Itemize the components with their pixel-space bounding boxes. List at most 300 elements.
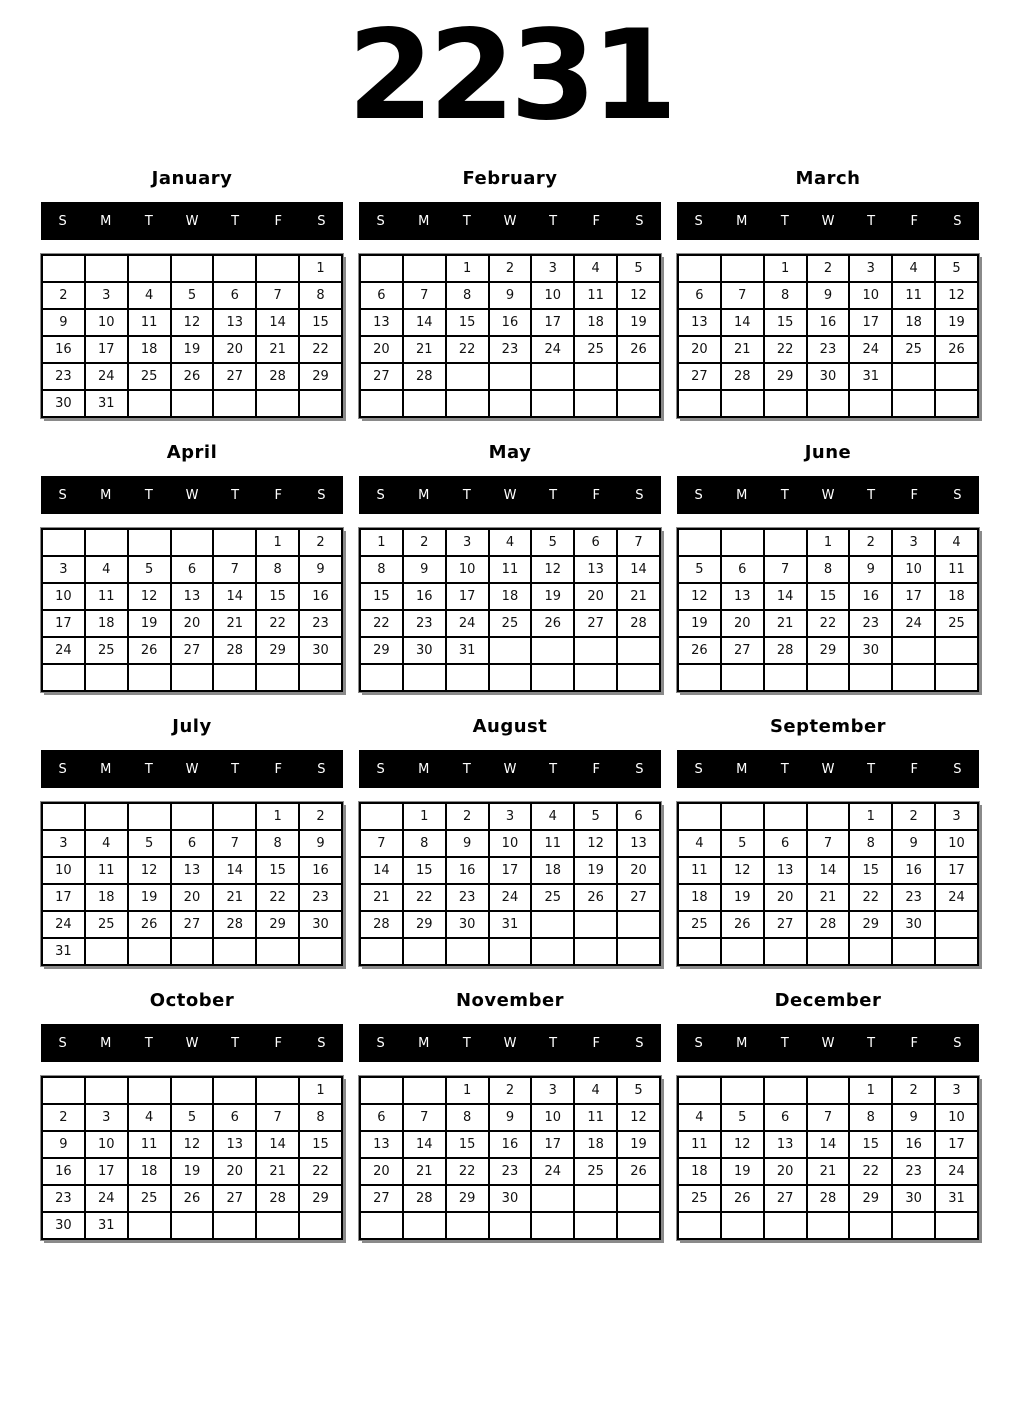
empty-day-cell bbox=[892, 363, 935, 390]
month-title: June bbox=[804, 442, 852, 463]
day-cell: 27 bbox=[360, 1185, 403, 1212]
day-cell: 13 bbox=[574, 556, 617, 583]
empty-day-cell bbox=[42, 803, 85, 830]
day-cell: 21 bbox=[256, 336, 299, 363]
day-cell: 2 bbox=[403, 529, 446, 556]
day-cell: 16 bbox=[299, 857, 342, 884]
empty-day-cell bbox=[403, 1212, 446, 1239]
day-cell: 23 bbox=[489, 1158, 532, 1185]
weekday-label: S bbox=[58, 213, 67, 229]
day-cell: 24 bbox=[85, 1185, 128, 1212]
month-august bbox=[359, 716, 661, 966]
month-table bbox=[41, 1076, 343, 1240]
month-march bbox=[677, 168, 979, 418]
weekday-label: T bbox=[867, 761, 876, 777]
empty-day-cell bbox=[256, 1077, 299, 1104]
day-cell: 18 bbox=[531, 857, 574, 884]
month-title: May bbox=[488, 442, 532, 463]
weekday-label: M bbox=[418, 487, 430, 503]
day-cell: 17 bbox=[85, 336, 128, 363]
day-cell: 12 bbox=[617, 1104, 660, 1131]
weekday-header-row bbox=[41, 202, 343, 240]
weekday-label: M bbox=[736, 487, 748, 503]
weekday-label: S bbox=[376, 487, 385, 503]
day-cell: 21 bbox=[256, 1158, 299, 1185]
day-cell: 25 bbox=[892, 336, 935, 363]
weekday-label: W bbox=[185, 487, 199, 503]
week-row bbox=[360, 583, 660, 610]
day-cell: 9 bbox=[446, 830, 489, 857]
day-cell: 12 bbox=[128, 857, 171, 884]
week-row bbox=[678, 556, 978, 583]
week-row bbox=[360, 556, 660, 583]
day-cell: 26 bbox=[617, 336, 660, 363]
empty-day-cell bbox=[403, 390, 446, 417]
day-cell: 27 bbox=[213, 1185, 256, 1212]
year-calendar-page bbox=[0, 4, 1020, 1240]
day-cell: 19 bbox=[721, 1158, 764, 1185]
weekday-header-row bbox=[41, 476, 343, 514]
month-title: January bbox=[151, 168, 233, 189]
empty-day-cell bbox=[721, 255, 764, 282]
day-cell: 16 bbox=[42, 336, 85, 363]
day-cell: 3 bbox=[446, 529, 489, 556]
empty-day-cell bbox=[128, 1212, 171, 1239]
day-cell: 25 bbox=[85, 911, 128, 938]
day-cell: 11 bbox=[128, 309, 171, 336]
week-row bbox=[678, 911, 978, 938]
week-row bbox=[678, 529, 978, 556]
day-cell: 20 bbox=[213, 1158, 256, 1185]
month-title: September bbox=[769, 716, 887, 737]
day-cell: 21 bbox=[617, 583, 660, 610]
day-cell: 26 bbox=[171, 1185, 214, 1212]
day-cell: 30 bbox=[446, 911, 489, 938]
week-row bbox=[678, 938, 978, 965]
day-cell: 1 bbox=[299, 1077, 342, 1104]
months-grid bbox=[41, 168, 979, 1240]
day-cell: 17 bbox=[42, 884, 85, 911]
day-cell: 6 bbox=[764, 830, 807, 857]
weekday-label: F bbox=[274, 487, 283, 503]
day-cell: 12 bbox=[531, 556, 574, 583]
day-cell: 4 bbox=[489, 529, 532, 556]
week-row bbox=[360, 938, 660, 965]
day-cell: 30 bbox=[892, 911, 935, 938]
day-cell: 24 bbox=[892, 610, 935, 637]
day-cell: 7 bbox=[807, 1104, 850, 1131]
day-cell: 4 bbox=[128, 1104, 171, 1131]
day-cell: 2 bbox=[892, 1077, 935, 1104]
weekday-label: S bbox=[376, 213, 385, 229]
empty-day-cell bbox=[171, 255, 214, 282]
week-row bbox=[360, 637, 660, 664]
day-cell: 17 bbox=[892, 583, 935, 610]
empty-day-cell bbox=[446, 664, 489, 691]
empty-day-cell bbox=[849, 664, 892, 691]
month-table bbox=[359, 802, 661, 966]
day-cell: 25 bbox=[678, 1185, 721, 1212]
day-cell: 17 bbox=[489, 857, 532, 884]
month-title: October bbox=[149, 990, 235, 1011]
day-cell: 16 bbox=[446, 857, 489, 884]
day-cell: 6 bbox=[360, 282, 403, 309]
day-cell: 22 bbox=[403, 884, 446, 911]
empty-day-cell bbox=[299, 1212, 342, 1239]
day-cell: 8 bbox=[446, 282, 489, 309]
empty-day-cell bbox=[85, 255, 128, 282]
weekday-label: T bbox=[867, 1035, 876, 1051]
week-row bbox=[360, 282, 660, 309]
day-cell: 12 bbox=[171, 309, 214, 336]
day-cell: 25 bbox=[128, 363, 171, 390]
day-cell: 19 bbox=[171, 336, 214, 363]
empty-day-cell bbox=[360, 664, 403, 691]
empty-day-cell bbox=[128, 1077, 171, 1104]
day-cell: 23 bbox=[403, 610, 446, 637]
weekday-label: W bbox=[185, 213, 199, 229]
week-row bbox=[360, 884, 660, 911]
empty-day-cell bbox=[721, 1077, 764, 1104]
week-row bbox=[42, 556, 342, 583]
day-cell: 5 bbox=[574, 803, 617, 830]
day-cell: 26 bbox=[531, 610, 574, 637]
empty-day-cell bbox=[935, 938, 978, 965]
empty-day-cell bbox=[128, 255, 171, 282]
week-row bbox=[42, 830, 342, 857]
week-row bbox=[42, 938, 342, 965]
day-cell: 13 bbox=[171, 857, 214, 884]
empty-day-cell bbox=[935, 1212, 978, 1239]
day-cell: 23 bbox=[42, 1185, 85, 1212]
day-cell: 4 bbox=[678, 1104, 721, 1131]
day-cell: 2 bbox=[446, 803, 489, 830]
day-cell: 10 bbox=[892, 556, 935, 583]
weekday-label: M bbox=[736, 761, 748, 777]
week-row bbox=[42, 1104, 342, 1131]
week-row bbox=[360, 1212, 660, 1239]
day-cell: 10 bbox=[42, 583, 85, 610]
empty-day-cell bbox=[489, 664, 532, 691]
day-cell: 20 bbox=[617, 857, 660, 884]
day-cell: 25 bbox=[128, 1185, 171, 1212]
week-row bbox=[678, 1158, 978, 1185]
weekday-label: S bbox=[635, 1035, 644, 1051]
empty-day-cell bbox=[360, 803, 403, 830]
week-row bbox=[42, 255, 342, 282]
weekday-label: T bbox=[462, 487, 471, 503]
day-cell: 7 bbox=[256, 282, 299, 309]
empty-day-cell bbox=[807, 390, 850, 417]
day-cell: 11 bbox=[574, 1104, 617, 1131]
weekday-label: S bbox=[953, 487, 962, 503]
month-february bbox=[359, 168, 661, 418]
weekday-label: M bbox=[100, 761, 112, 777]
month-july bbox=[41, 716, 343, 966]
day-cell: 19 bbox=[171, 1158, 214, 1185]
day-cell: 5 bbox=[531, 529, 574, 556]
day-cell: 1 bbox=[256, 529, 299, 556]
empty-day-cell bbox=[574, 1212, 617, 1239]
empty-day-cell bbox=[617, 363, 660, 390]
weekday-label: F bbox=[274, 761, 283, 777]
weekday-label: W bbox=[821, 761, 835, 777]
day-cell: 22 bbox=[256, 610, 299, 637]
month-title: February bbox=[462, 168, 558, 189]
day-cell: 14 bbox=[256, 1131, 299, 1158]
day-cell: 23 bbox=[446, 884, 489, 911]
weekday-label: W bbox=[503, 761, 517, 777]
day-cell: 16 bbox=[489, 309, 532, 336]
day-cell: 9 bbox=[849, 556, 892, 583]
month-may bbox=[359, 442, 661, 692]
week-row bbox=[360, 1131, 660, 1158]
empty-day-cell bbox=[678, 390, 721, 417]
day-cell: 29 bbox=[764, 363, 807, 390]
day-cell: 29 bbox=[849, 911, 892, 938]
month-title: November bbox=[455, 990, 565, 1011]
weekday-label: M bbox=[418, 1035, 430, 1051]
day-cell: 4 bbox=[892, 255, 935, 282]
day-cell: 13 bbox=[721, 583, 764, 610]
day-cell: 17 bbox=[85, 1158, 128, 1185]
week-row bbox=[42, 529, 342, 556]
day-cell: 31 bbox=[42, 938, 85, 965]
day-cell: 18 bbox=[574, 1131, 617, 1158]
month-table bbox=[41, 802, 343, 966]
day-cell: 18 bbox=[85, 610, 128, 637]
day-cell: 5 bbox=[171, 282, 214, 309]
empty-day-cell bbox=[128, 529, 171, 556]
day-cell: 14 bbox=[807, 1131, 850, 1158]
day-cell: 12 bbox=[574, 830, 617, 857]
empty-day-cell bbox=[935, 664, 978, 691]
day-cell: 4 bbox=[128, 282, 171, 309]
day-cell: 13 bbox=[213, 1131, 256, 1158]
day-cell: 11 bbox=[892, 282, 935, 309]
weekday-header-row bbox=[41, 750, 343, 788]
day-cell: 2 bbox=[42, 282, 85, 309]
weekday-label: M bbox=[418, 761, 430, 777]
day-cell: 4 bbox=[935, 529, 978, 556]
day-cell: 2 bbox=[299, 529, 342, 556]
empty-day-cell bbox=[42, 664, 85, 691]
empty-day-cell bbox=[807, 803, 850, 830]
day-cell: 23 bbox=[892, 1158, 935, 1185]
weekday-header-row bbox=[41, 1024, 343, 1062]
day-cell: 7 bbox=[721, 282, 764, 309]
empty-day-cell bbox=[213, 255, 256, 282]
day-cell: 15 bbox=[849, 1131, 892, 1158]
week-row bbox=[42, 884, 342, 911]
empty-day-cell bbox=[213, 390, 256, 417]
day-cell: 14 bbox=[403, 1131, 446, 1158]
week-row bbox=[42, 390, 342, 417]
day-cell: 11 bbox=[678, 857, 721, 884]
day-cell: 24 bbox=[935, 884, 978, 911]
weekday-label: T bbox=[780, 213, 789, 229]
day-cell: 12 bbox=[721, 857, 764, 884]
empty-day-cell bbox=[489, 1212, 532, 1239]
month-title: March bbox=[795, 168, 861, 189]
day-cell: 23 bbox=[42, 363, 85, 390]
weekday-label: T bbox=[144, 213, 153, 229]
day-cell: 10 bbox=[531, 1104, 574, 1131]
weekday-label: S bbox=[376, 761, 385, 777]
day-cell: 26 bbox=[574, 884, 617, 911]
empty-day-cell bbox=[678, 529, 721, 556]
day-cell: 29 bbox=[446, 1185, 489, 1212]
day-cell: 2 bbox=[299, 803, 342, 830]
day-cell: 5 bbox=[171, 1104, 214, 1131]
day-cell: 26 bbox=[617, 1158, 660, 1185]
empty-day-cell bbox=[574, 390, 617, 417]
month-title: July bbox=[172, 716, 212, 737]
empty-day-cell bbox=[213, 1212, 256, 1239]
day-cell: 9 bbox=[489, 1104, 532, 1131]
weekday-label: T bbox=[462, 1035, 471, 1051]
month-table bbox=[677, 1076, 979, 1240]
empty-day-cell bbox=[721, 1212, 764, 1239]
day-cell: 22 bbox=[299, 336, 342, 363]
week-row bbox=[678, 282, 978, 309]
week-row bbox=[678, 309, 978, 336]
week-row bbox=[42, 583, 342, 610]
day-cell: 23 bbox=[299, 610, 342, 637]
empty-day-cell bbox=[446, 938, 489, 965]
weekday-header-row bbox=[677, 750, 979, 788]
day-cell: 1 bbox=[764, 255, 807, 282]
day-cell: 27 bbox=[617, 884, 660, 911]
week-row bbox=[360, 857, 660, 884]
weekday-label: F bbox=[910, 761, 919, 777]
day-cell: 20 bbox=[574, 583, 617, 610]
empty-day-cell bbox=[764, 1212, 807, 1239]
day-cell: 20 bbox=[171, 884, 214, 911]
day-cell: 1 bbox=[807, 529, 850, 556]
day-cell: 21 bbox=[807, 1158, 850, 1185]
day-cell: 11 bbox=[85, 583, 128, 610]
day-cell: 22 bbox=[299, 1158, 342, 1185]
month-table bbox=[41, 254, 343, 418]
day-cell: 31 bbox=[489, 911, 532, 938]
day-cell: 24 bbox=[85, 363, 128, 390]
month-november bbox=[359, 990, 661, 1240]
day-cell: 27 bbox=[678, 363, 721, 390]
empty-day-cell bbox=[935, 911, 978, 938]
day-cell: 6 bbox=[764, 1104, 807, 1131]
day-cell: 14 bbox=[764, 583, 807, 610]
empty-day-cell bbox=[935, 390, 978, 417]
week-row bbox=[678, 583, 978, 610]
day-cell: 7 bbox=[213, 556, 256, 583]
empty-day-cell bbox=[171, 803, 214, 830]
day-cell: 7 bbox=[256, 1104, 299, 1131]
day-cell: 12 bbox=[721, 1131, 764, 1158]
day-cell: 14 bbox=[617, 556, 660, 583]
empty-day-cell bbox=[489, 390, 532, 417]
empty-day-cell bbox=[892, 637, 935, 664]
day-cell: 1 bbox=[299, 255, 342, 282]
day-cell: 14 bbox=[213, 583, 256, 610]
day-cell: 16 bbox=[42, 1158, 85, 1185]
day-cell: 8 bbox=[256, 830, 299, 857]
day-cell: 30 bbox=[299, 911, 342, 938]
empty-day-cell bbox=[171, 529, 214, 556]
empty-day-cell bbox=[807, 664, 850, 691]
day-cell: 23 bbox=[849, 610, 892, 637]
empty-day-cell bbox=[299, 390, 342, 417]
week-row bbox=[360, 529, 660, 556]
weekday-label: W bbox=[821, 213, 835, 229]
day-cell: 6 bbox=[171, 830, 214, 857]
day-cell: 30 bbox=[849, 637, 892, 664]
day-cell: 2 bbox=[489, 255, 532, 282]
day-cell: 26 bbox=[171, 363, 214, 390]
day-cell: 16 bbox=[807, 309, 850, 336]
weekday-label: M bbox=[100, 213, 112, 229]
day-cell: 31 bbox=[446, 637, 489, 664]
weekday-label: T bbox=[867, 213, 876, 229]
weekday-label: T bbox=[549, 213, 558, 229]
day-cell: 11 bbox=[128, 1131, 171, 1158]
year-title: 2231 bbox=[347, 4, 673, 148]
month-title: December bbox=[774, 990, 882, 1011]
week-row bbox=[360, 911, 660, 938]
day-cell: 18 bbox=[85, 884, 128, 911]
empty-day-cell bbox=[42, 529, 85, 556]
day-cell: 30 bbox=[489, 1185, 532, 1212]
empty-day-cell bbox=[85, 803, 128, 830]
empty-day-cell bbox=[171, 1212, 214, 1239]
empty-day-cell bbox=[256, 664, 299, 691]
day-cell: 8 bbox=[807, 556, 850, 583]
weekday-label: S bbox=[317, 761, 326, 777]
week-row bbox=[678, 637, 978, 664]
weekday-label: S bbox=[953, 213, 962, 229]
empty-day-cell bbox=[128, 803, 171, 830]
day-cell: 5 bbox=[678, 556, 721, 583]
weekday-label: W bbox=[503, 487, 517, 503]
weekday-header-row bbox=[359, 1024, 661, 1062]
weekday-label: F bbox=[592, 487, 601, 503]
empty-day-cell bbox=[807, 1212, 850, 1239]
day-cell: 16 bbox=[489, 1131, 532, 1158]
empty-day-cell bbox=[849, 390, 892, 417]
day-cell: 20 bbox=[360, 336, 403, 363]
empty-day-cell bbox=[42, 255, 85, 282]
empty-day-cell bbox=[403, 1077, 446, 1104]
month-table bbox=[677, 802, 979, 966]
empty-day-cell bbox=[531, 938, 574, 965]
weekday-label: T bbox=[144, 761, 153, 777]
week-row bbox=[42, 637, 342, 664]
empty-day-cell bbox=[764, 803, 807, 830]
day-cell: 30 bbox=[807, 363, 850, 390]
empty-day-cell bbox=[85, 529, 128, 556]
day-cell: 24 bbox=[489, 884, 532, 911]
day-cell: 17 bbox=[935, 857, 978, 884]
day-cell: 4 bbox=[678, 830, 721, 857]
day-cell: 27 bbox=[764, 1185, 807, 1212]
week-row bbox=[678, 884, 978, 911]
day-cell: 28 bbox=[403, 1185, 446, 1212]
week-row bbox=[360, 1158, 660, 1185]
weekday-label: W bbox=[185, 761, 199, 777]
day-cell: 15 bbox=[256, 583, 299, 610]
day-cell: 5 bbox=[935, 255, 978, 282]
day-cell: 6 bbox=[213, 1104, 256, 1131]
